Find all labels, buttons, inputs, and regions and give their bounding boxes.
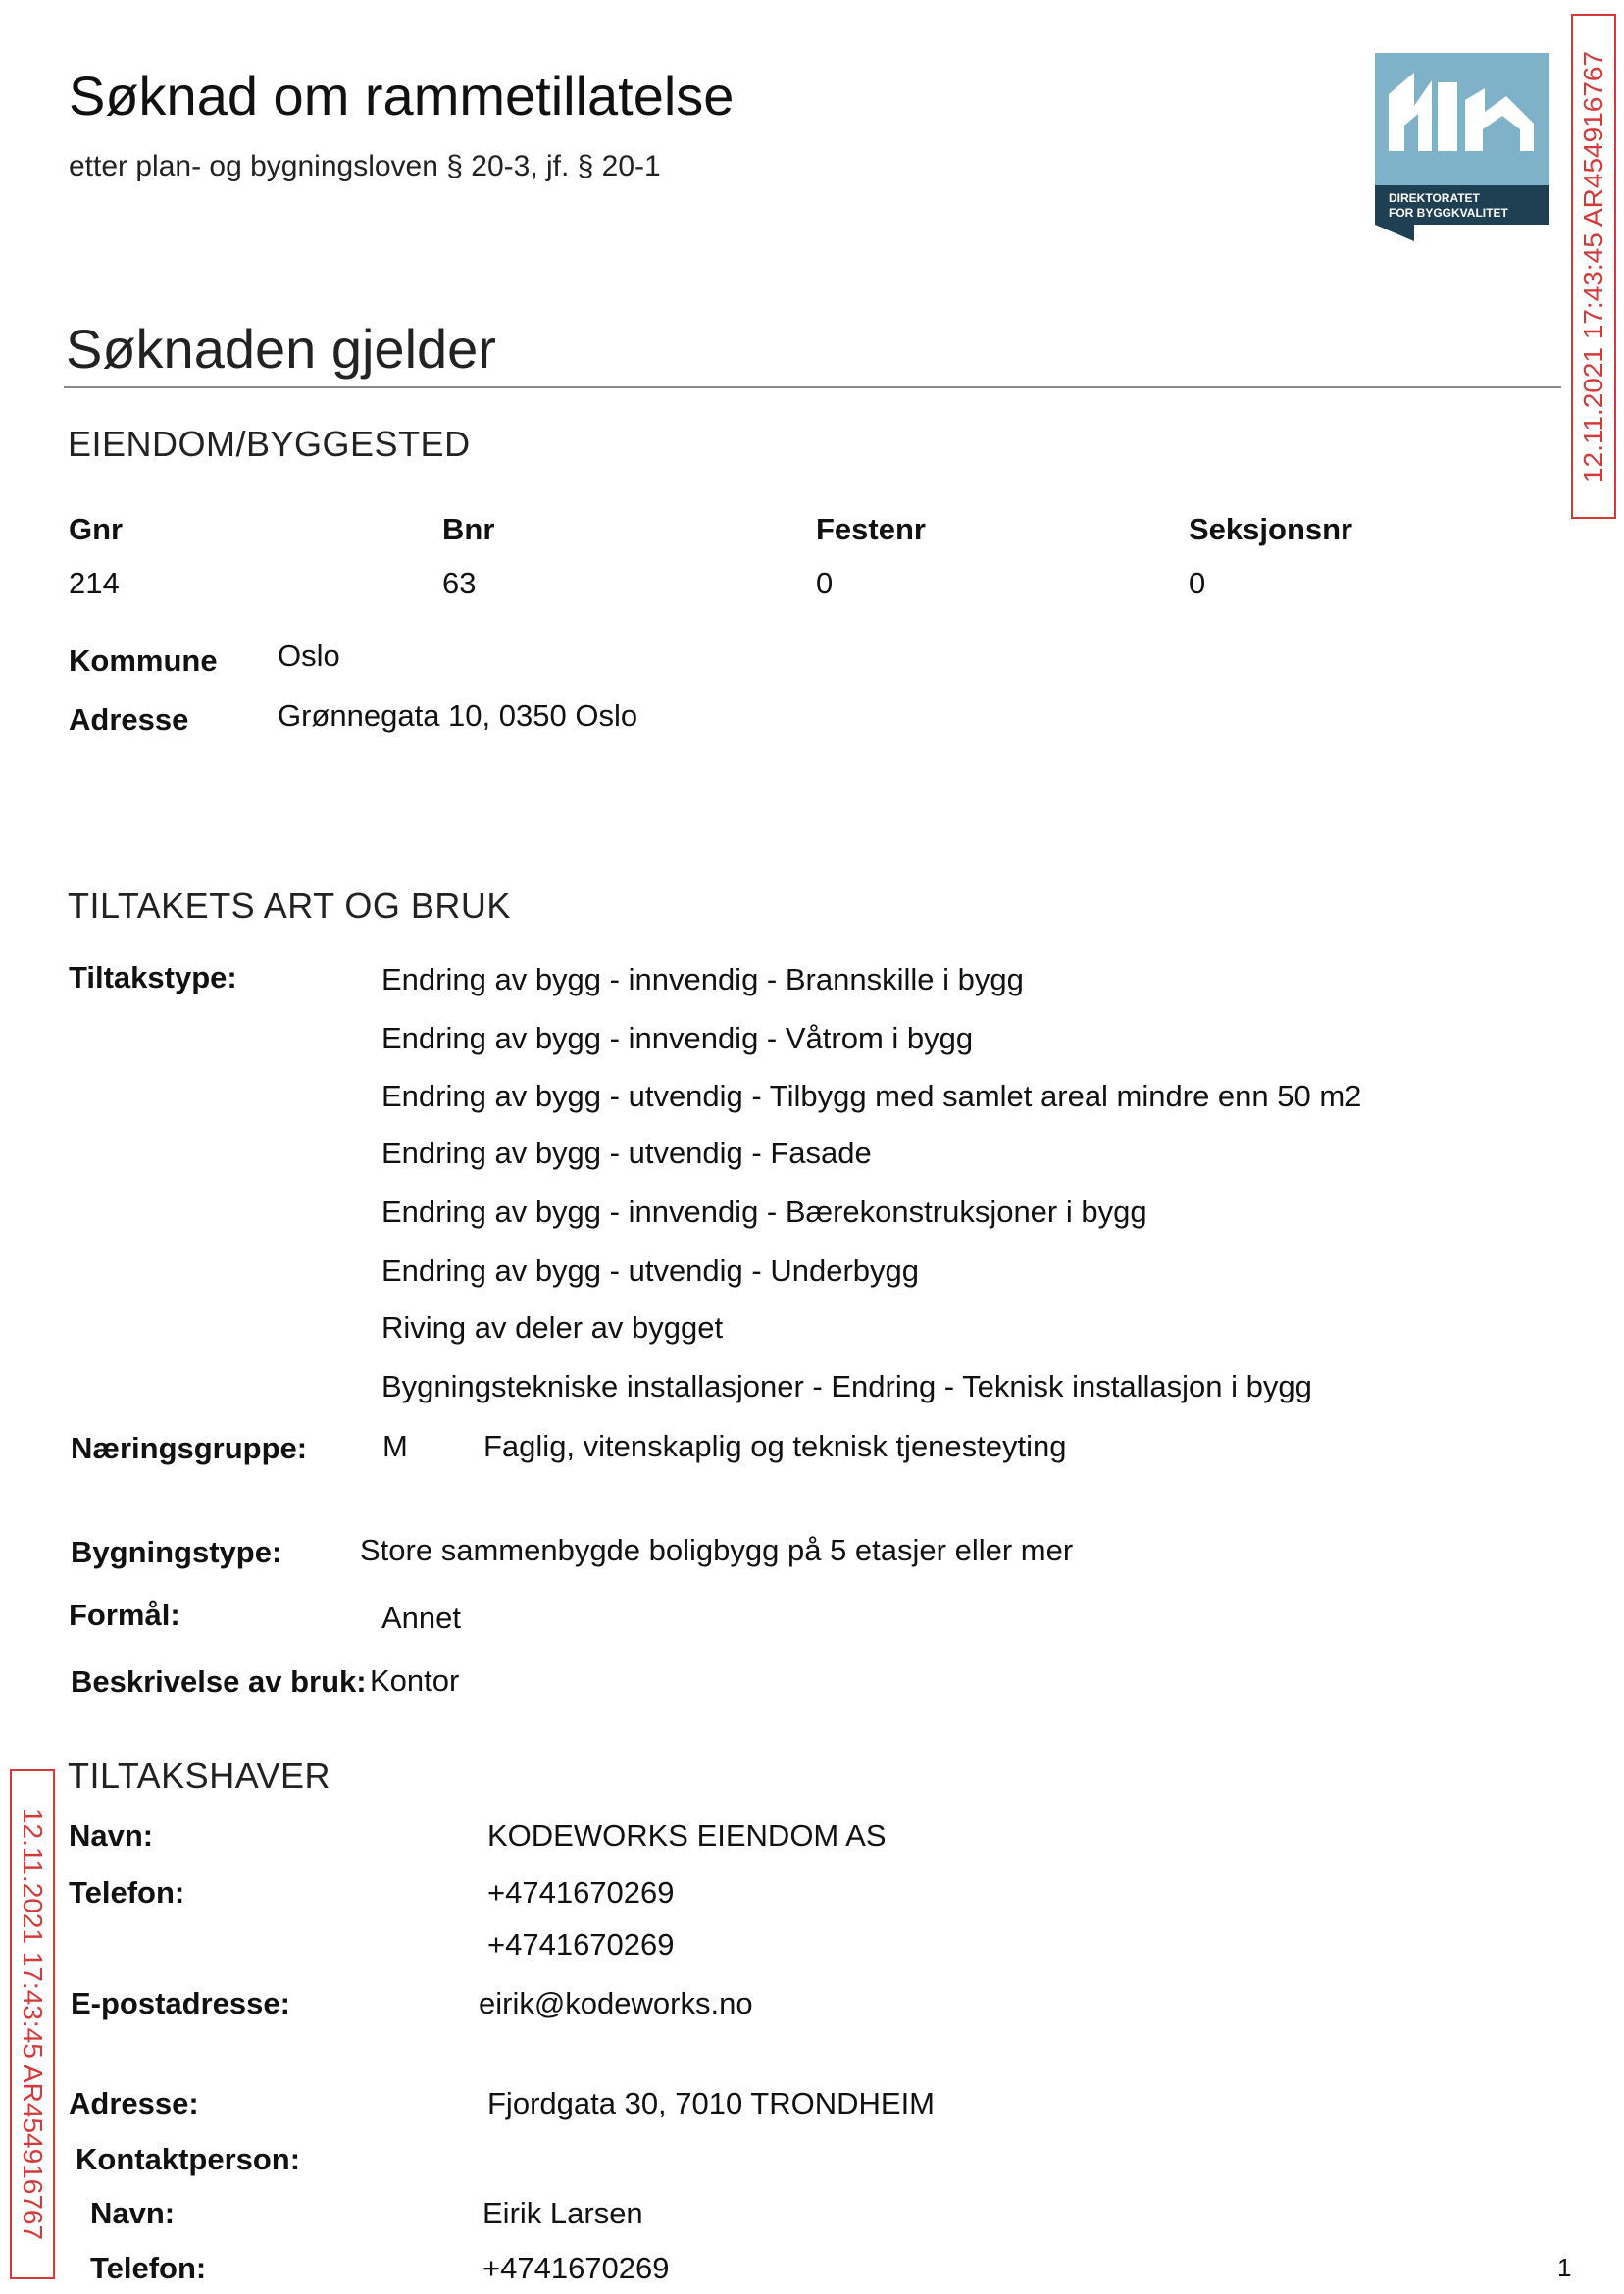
tiltakshaver-telefon-value: +4741670269 xyxy=(487,1875,675,1910)
tiltakstype-item: Endring av bygg - innvendig - Våtrom i bygg xyxy=(381,1021,974,1055)
kontaktperson-telefon-value: +4741670269 xyxy=(482,2251,670,2285)
tiltakstype-item: Endring av bygg - utvendig - Underbygg xyxy=(381,1253,919,1288)
seksjonsnr-value: 0 xyxy=(1189,566,1206,600)
tiltakstype-item: Endring av bygg - utvendig - Fasade xyxy=(381,1136,872,1170)
bygningstype-value: Store sammenbygde boligbygg på 5 etasjer eller mer xyxy=(360,1533,1074,1567)
festenr-value: 0 xyxy=(816,566,834,600)
document-subtitle: etter plan- og bygningsloven § 20-3, jf. § 20-1 xyxy=(69,150,661,182)
tiltakshaver-adresse-label: Adresse: xyxy=(69,2086,199,2120)
tiltak-heading: TILTAKETS ART OG BRUK xyxy=(68,886,511,926)
beskrivelse-bruk-value: Kontor xyxy=(370,1663,460,1698)
festenr-label: Festenr xyxy=(816,512,926,546)
kontaktperson-label: Kontaktperson: xyxy=(76,2142,301,2176)
tiltakshaver-telefon-value: +4741670269 xyxy=(487,1927,675,1962)
kommune-value: Oslo xyxy=(278,638,340,673)
tiltakshaver-navn-label: Navn: xyxy=(69,1818,154,1853)
tiltakstype-item: Endring av bygg - innvendig - Bærekonstruksjoner i bygg xyxy=(381,1195,1147,1229)
gnr-value: 214 xyxy=(69,566,120,600)
tiltakshaver-adresse-value: Fjordgata 30, 7010 TRONDHEIM xyxy=(487,2086,936,2120)
tiltakstype-label: Tiltakstype: xyxy=(69,960,237,994)
tiltakshaver-heading: TILTAKSHAVER xyxy=(68,1756,331,1796)
archive-stamp-top xyxy=(1571,14,1616,519)
tiltakstype-item: Riving av deler av bygget xyxy=(381,1310,724,1345)
tiltakshaver-epost-value: eirik@kodeworks.no xyxy=(479,1986,753,2020)
logo-text-line2: FOR BYGGKVALITET xyxy=(1389,206,1508,220)
logo-text-line1: DIREKTORATET xyxy=(1389,191,1480,205)
archive-stamp-text: 12.11.2021 17:43:45 AR454916767 xyxy=(1578,50,1608,483)
beskrivelse-bruk-label: Beskrivelse av bruk: xyxy=(71,1664,367,1699)
tiltakshaver-navn-value: KODEWORKS EIENDOM AS xyxy=(487,1818,887,1853)
formal-value: Annet xyxy=(381,1601,462,1635)
adresse-label: Adresse xyxy=(69,702,189,737)
section-divider xyxy=(64,386,1561,388)
bnr-label: Bnr xyxy=(442,512,495,546)
tiltakstype-item: Endring av bygg - utvendig - Tilbygg med samlet areal mindre enn 50 m2 xyxy=(381,1079,1362,1113)
bnr-value: 63 xyxy=(442,566,477,600)
kommune-label: Kommune xyxy=(69,643,218,678)
page-number: 1 xyxy=(1557,2253,1572,2282)
tiltakshaver-telefon-label: Telefon: xyxy=(69,1875,185,1910)
document-title: Søknad om rammetillatelse xyxy=(69,65,735,127)
tiltakshaver-epost-label: E-postadresse: xyxy=(71,1986,290,2020)
naeringsgruppe-label: Næringsgruppe: xyxy=(71,1431,308,1465)
eiendom-heading: EIENDOM/BYGGESTED xyxy=(68,424,471,464)
naeringsgruppe-code: M xyxy=(382,1429,408,1463)
dibk-logo xyxy=(1375,53,1549,241)
kontaktperson-navn-label: Navn: xyxy=(90,2196,176,2230)
formal-label: Formål: xyxy=(69,1598,180,1632)
tiltakstype-item: Bygningstekniske installasjoner - Endring - Teknisk installasjon i bygg xyxy=(381,1369,1312,1403)
kontaktperson-telefon-label: Telefon: xyxy=(90,2251,207,2285)
archive-stamp-text: 12.11.2021 17:43:45 AR454916767 xyxy=(18,1808,48,2241)
archive-stamp-bottom xyxy=(10,1769,55,2279)
bygningstype-label: Bygningstype: xyxy=(71,1535,282,1569)
seksjonsnr-label: Seksjonsnr xyxy=(1189,512,1353,546)
naeringsgruppe-value: Faglig, vitenskaplig og teknisk tjenesteyting xyxy=(483,1429,1067,1463)
gnr-label: Gnr xyxy=(69,512,124,546)
section-title: Søknaden gjelder xyxy=(66,318,496,380)
kontaktperson-navn-value: Eirik Larsen xyxy=(482,2196,643,2230)
tiltakstype-item: Endring av bygg - innvendig - Brannskille i bygg xyxy=(381,962,1024,996)
adresse-value: Grønnegata 10, 0350 Oslo xyxy=(278,698,638,733)
